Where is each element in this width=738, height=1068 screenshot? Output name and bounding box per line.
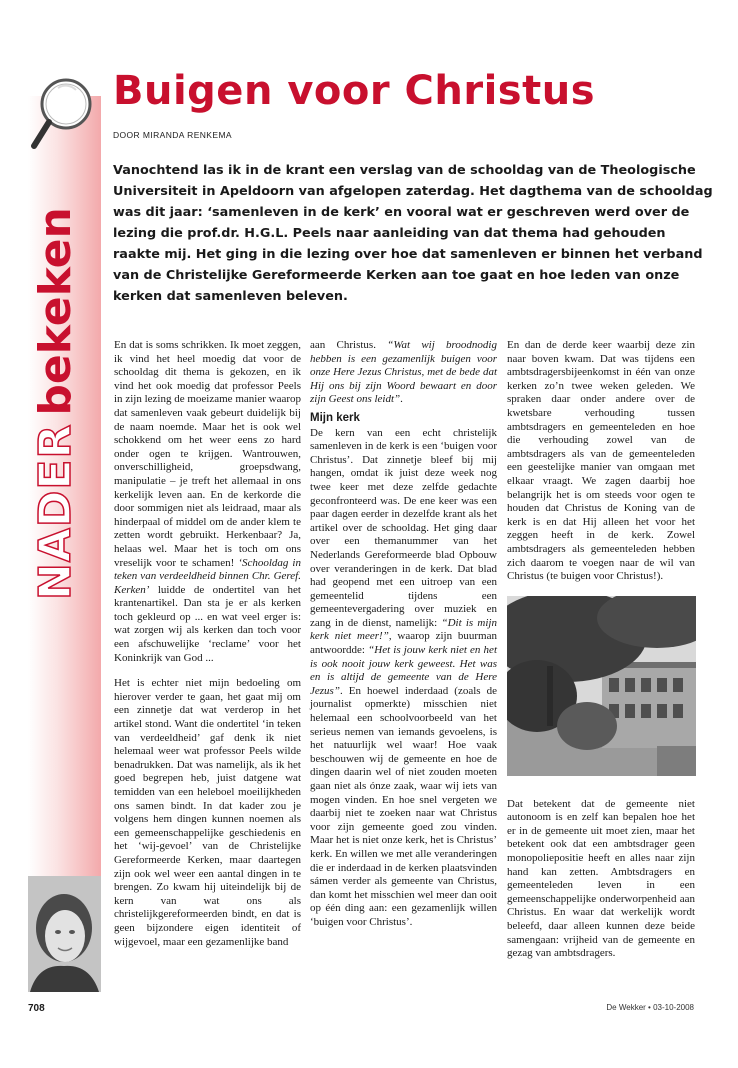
building-photo (507, 596, 696, 776)
column-1 (114, 339, 301, 949)
article-title: Buigen voor Christus (113, 68, 596, 114)
magnifier-icon (20, 62, 110, 162)
column-2 (310, 339, 497, 930)
paragraph: En dat is soms schrikken. Ik moet zeggen, ik vind het heel moedig dat voor de schooldag dit thema is gekozen, en ik vind het ook moedig dat professor Peels in zijn lezing de moeizame manier waarop dat samenleven vaak gebeurt duidelijk bij de naam noemde. Maar het is ook wel schokkend om het weer eens zo hard onder ogen te krijgen. Wantrouwen, onverschilligheid, groepsdwang, manipulatie – je treft het allemaal in ons kerkelijk leven aan. En de kerkorde die door sommigen niet als leidraad, maar als hinderpaal of middel om de ander klem te zetten wordt gebruikt. Herkenbaar? Ja, helaas wel. Maar het is toch om ons vreselijk voor te schamen! ‘Schooldag in teken van verdeeldheid binnen Chr. Geref. Kerken’ luidde de ondertitel van het krantenartikel. Dan sta je er als kerken toch gekleurd op ... en wat veel erger is: wat zorgen wij als kerken dan toch voor een afschuwelijke ‘reclame’ voor het Koninkrijk van God ... (114, 339, 301, 664)
section-label-bekeken: bekeken (30, 207, 81, 416)
page-number: 708 (28, 1003, 45, 1014)
author-name: MIRANDA RENKEMA (142, 130, 232, 140)
subheading: Mijn kerk (310, 411, 360, 424)
lead-paragraph: Vanochtend las ik in de krant een verslag van de schooldag van de Theologische Universiteit in Apeldoorn van afgelopen zaterdag. Het dagthema van de schooldag was dit jaar: ‘samenleven in de kerk’ en vooral wat er geschreven werd over de lezing die prof.dr. H.G.L. Peels naar aanleiding van dat thema had gehouden raakte mij. Het ging in die lezing over hoe dat samenleven er binnen het verband van de Christelijke Gereformeerde Kerken aan toe gaat en hoe leden van onze kerken dat samenleven beleven. (113, 163, 713, 304)
publication-footer: De Wekker • 03-10-2008 (606, 1003, 694, 1012)
paragraph: En dan de derde keer waarbij deze zin naar boven kwam. Dat was tijdens een ambtsdragersbijeenkomst in één van onze kerken zo’n twee weken geleden. We spraken daar onder andere over de kwetsbare verhouding tussen ambtsdragers en gemeenteleden en hoe die verhouding zowel van de ambtsdragers als van de gemeenteleden een geestelijke manier van omgaan met elkaar vraagt. We zagen daarbij hoe belangrijk het is om steeds voor ogen te houden dat Christus de Koning van de kerk is en dat Hij alleen het voor het zeggen heeft in de kerk. Zowel ambtsdragers als gemeenteleden hebben zich daarom te voegen naar de wil van Christus (te buigen voor Christus!). (507, 339, 695, 583)
paragraph: De kern van een echt christelijk samenleven in de kerk is een ‘buigen voor Christus’. Dat zinnetje bleef bij mij hangen, omdat ik juist deze week nog twee keer met deze zelfde gedachte geconfronteerd was. De ene keer was een paar dagen eerder in dezelfde krant als het artikel over de schooldag. Het ging daar over een themanummer van het Nederlands Gereformeerde blad Opbouw over veranderingen in de kerk. Dat blad had geopend met een uitroep van een gemeentelid tijdens een gemeentevergadering over muziek en zang in de dienst, namelijk: “Dit is mijn kerk niet meer!”, waarop zijn buurman antwoordde: “Het is jouw kerk niet en het is ook nooit jouw kerk geweest. Het was en is altijd de gemeente van de Here Jezus”. En hoewel inderdaad (zoals de journalist opmerkte) misschien niet helemaal een schoolvoorbeeld van het serieus nemen van iemands gevoelens, is het natuurlijk wel waar! Hoe vaak beschouwen wij de gemeente en hoe de dingen daarin wel of niet zouden moeten gaan niet als ónze zaak, waar wij iets van mogen vinden. En hoe snel vergeten we daarbij niet te zoeken naar wat Christus voor zijn gemeente goed zou vinden. Maar het is niet onze kerk, het is Christus’ kerk. En willen we met alle veranderingen die er inderdaad in de kerken plaatsvinden sámen verder als gemeente van Christus, dan komt het misschien wel meer dan ooit op één ding aan: een gezamenlijk willen ‘buigen voor Christus’. (310, 426, 497, 928)
byline-prefix: DOOR (113, 130, 141, 140)
byline (113, 130, 232, 140)
paragraph: aan Christus. “Wat wij broodnodig hebben is een gezamenlijk buigen voor onze Here Jezus Christus, met de bede dat Hij ons bij zijn Woord bewaart en door zijn Geest ons leidt”. (310, 339, 497, 406)
section-label-nader: NADER (30, 423, 81, 600)
quote: “Het is jouw kerk niet en het is ook nooit jouw kerk geweest. Het was en is altijd de gemeente van de Here Jezus” (310, 644, 497, 697)
quote: “Dit is mijn kerk niet meer!” (310, 616, 497, 643)
quote: ‘Schooldag in teken van verdeeldheid binnen Chr. Geref. Kerken’ (114, 556, 301, 596)
paragraph: Dat betekent dat de gemeente niet autonoom is en zelf kan bepalen hoe het er in de gemeente uit moet zien, maar het betekent ook dat een ambtsdrager geen monopoliepositie heeft en alles naar zijn hand kan zetten. Ambtsdragers en gemeenteleden leven in een gemeenschappelijke onderworpenheid aan Christus. En waar dat werkelijk wordt beleefd, daar alleen kunnen deze beide samengaan: vrijheid van de gemeente en gezag van ambtsdragers. (507, 797, 695, 960)
author-photo (28, 876, 101, 992)
quote: “Wat wij broodnodig hebben is een gezamenlijk buigen voor onze Here Jezus Christus, met de bede dat Hij ons bij zijn Woord bewaart en door zijn Geest ons leidt” (310, 339, 497, 406)
paragraph: Het is echter niet mijn bedoeling om hierover verder te gaan, het gaat mij om een zinnetje dat wat verderop in het artikel stond. Want die ondertitel ‘in teken van verdeeldheid’ gaf denk ik niet helemaal weer wat professor Peels wilde benadrukken. Dat was namelijk, als ik het goed begrepen heb, juist datgene wat temidden van een heleboel moeilijkheden ons samen bindt. In dat kader zou je volgens hem dingen kunnen noemen als een gemeenschappelijke geschiedenis en het ‘wij-gevoel’ van de Christelijke Gereformeerde Kerken, maar daartegen zijn ook wel weer een aantal dingen in te brengen. Zo kwam hij uiteindelijk bij de kern van wat ons als christelijkgereformeerden bindt, en dat is geen bijzondere eigen identiteit of wijgevoel, maar een gezamenlijke band (114, 677, 301, 948)
